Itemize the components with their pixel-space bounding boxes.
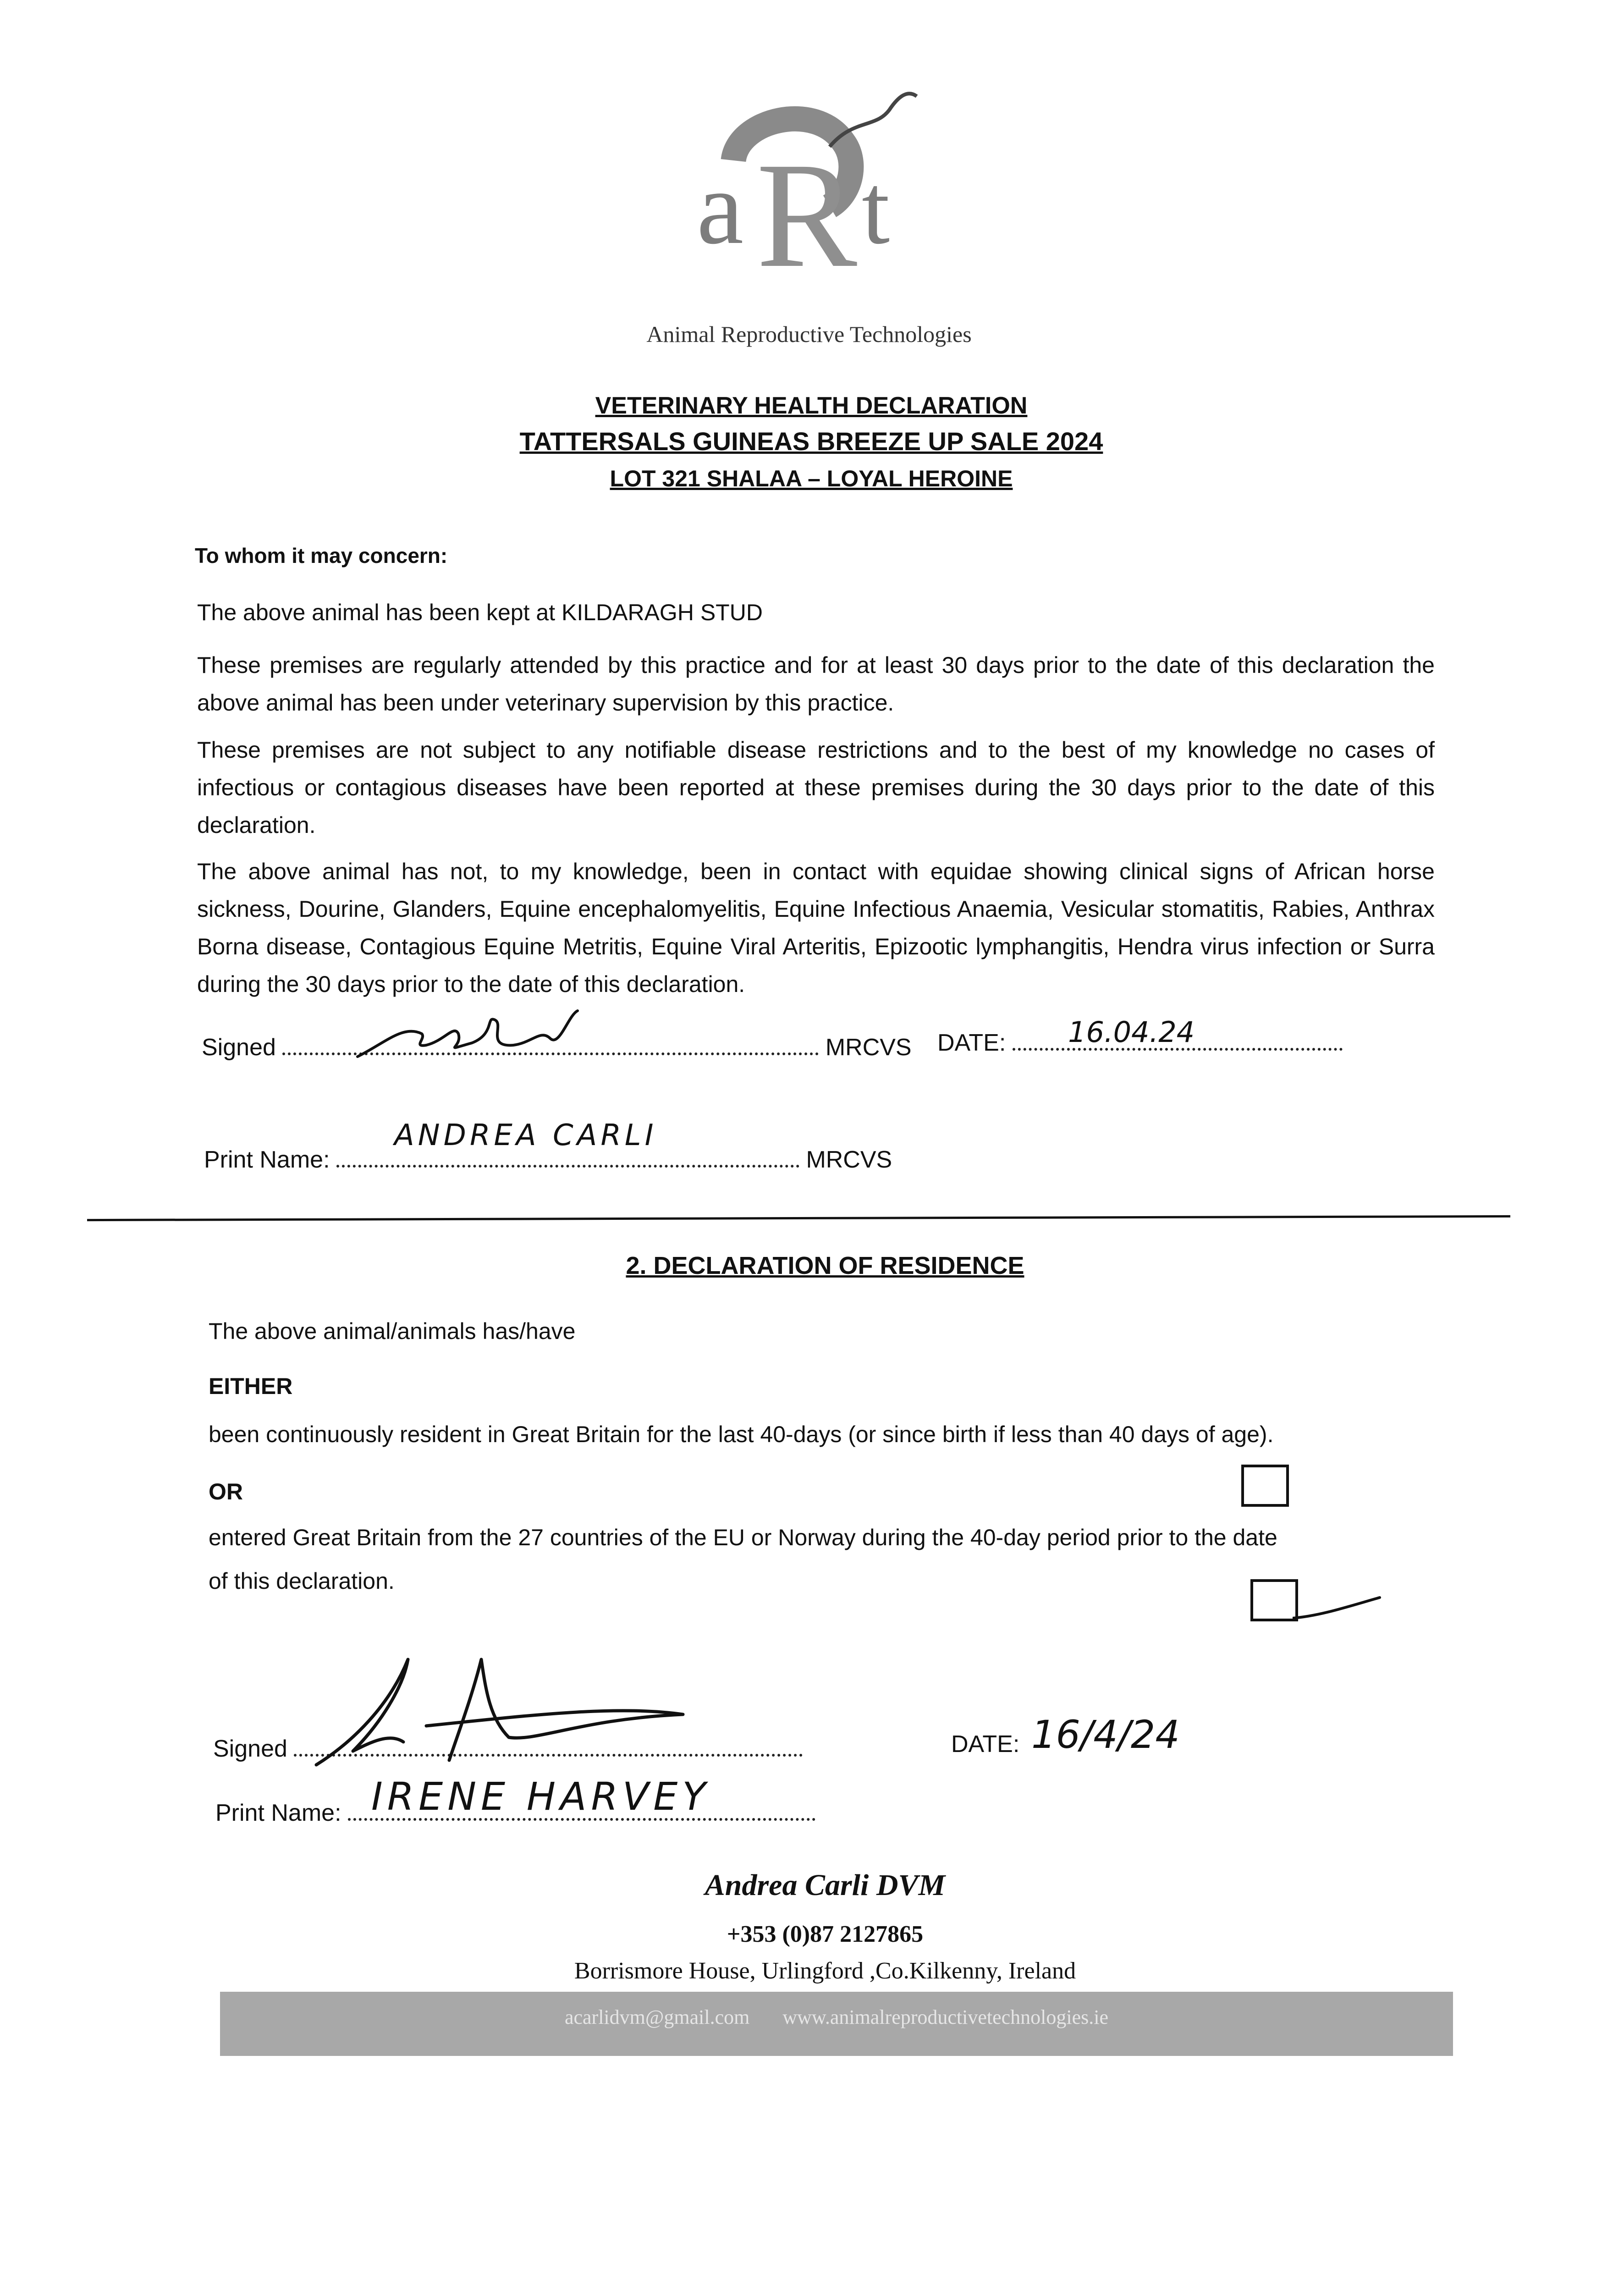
footer-website[interactable]: www.animalreproductivetechnologies.ie [782,2006,1109,2028]
owner-print-value: IRENE HARVEY [371,1774,710,1819]
owner-print-label: Print Name: [215,1800,341,1826]
footer-name: Andrea Carli DVM [705,1868,946,1902]
entered-checkbox-mark [1293,1593,1384,1625]
lot-title: LOT 321 SHALAA – LOYAL HEROINE [610,466,1013,491]
document-title: VETERINARY HEALTH DECLARATION [595,392,1028,419]
option-entered-line2: of this declaration. [209,1568,395,1594]
vet-mrcvs-label: MRCVS [825,1034,912,1061]
svg-text:a: a [697,149,744,266]
vet-print-label: Print Name: [204,1146,330,1173]
owner-signed-label: Signed [213,1736,287,1762]
vet-mrcvs-label-2: MRCVS [806,1146,892,1173]
svg-text:t: t [862,153,890,265]
or-label: OR [209,1479,243,1504]
entered-checkbox[interactable] [1250,1579,1298,1621]
logo-caption: Animal Reproductive Technologies [646,321,972,347]
owner-date-value: 16/4/24 [1031,1712,1180,1757]
salutation: To whom it may concern: [195,544,448,567]
owner-date-label: DATE: [951,1731,1020,1758]
footer-email[interactable]: acarlidvm@gmail.com [564,2006,750,2028]
residence-intro: The above animal/animals has/have [209,1318,576,1344]
section-divider [87,1215,1510,1221]
vet-print-value: ANDREA CARLI [394,1118,657,1152]
vet-date-label: DATE: [937,1030,1006,1056]
owner-date-row [951,1730,1019,1758]
footer-address: Borrismore House, Urlingford ,Co.Kilkenny, Ireland [574,1958,1076,1984]
either-label: EITHER [209,1373,293,1399]
svg-text:R: R [756,132,858,299]
sale-title: TATTERSALS GUINEAS BREEZE UP SALE 2024 [519,427,1103,456]
option-entered-line1: entered Great Britain from the 27 countries of the EU or Norway during the 40-day period prior to the date [209,1525,1277,1550]
residence-heading: 2. DECLARATION OF RESIDENCE [626,1252,1024,1279]
owner-signature [298,1650,688,1788]
supervision-paragraph: These premises are regularly attended by this practice and for at least 30 days prior to the date of this declaration the above animal has been under veterinary supervision by this practice. [197,652,1435,716]
resident-checkbox[interactable] [1241,1465,1289,1507]
footer-phone: +353 (0)87 2127865 [727,1921,924,1947]
vet-date-value: 16.04.24 [1068,1015,1195,1049]
kept-at-paragraph: The above animal has been kept at KILDARAGH STUD [197,600,763,625]
vet-signed-label: Signed [202,1034,276,1061]
option-resident: been continuously resident in Great Britain for the last 40-days (or since birth if less than 40 days of age). [209,1421,1274,1447]
vet-signature [348,1006,642,1070]
contact-paragraph: The above animal has not, to my knowledge, been in contact with equidae showing clinical signs of African horse sickness, Dourine, Glanders, Equine encephalomyelitis, Equine Infectious Anaemia, Vesicular stomatitis, Rabies, Anthrax Borna disease, Contagious Equine Metritis, Equine Viral Arteritis, Epizootic lymphangitis, Hendra virus infection or Surra during the 30 days prior to the date of this declaration. [197,859,1435,997]
restrictions-paragraph: These premises are not subject to any notifiable disease restrictions and to the best of my knowledge no cases of infectious or contagious diseases have been reported at these premises during the 30 days prior to the date of this declaration. [197,737,1435,838]
footer-contact [220,2006,1453,2029]
